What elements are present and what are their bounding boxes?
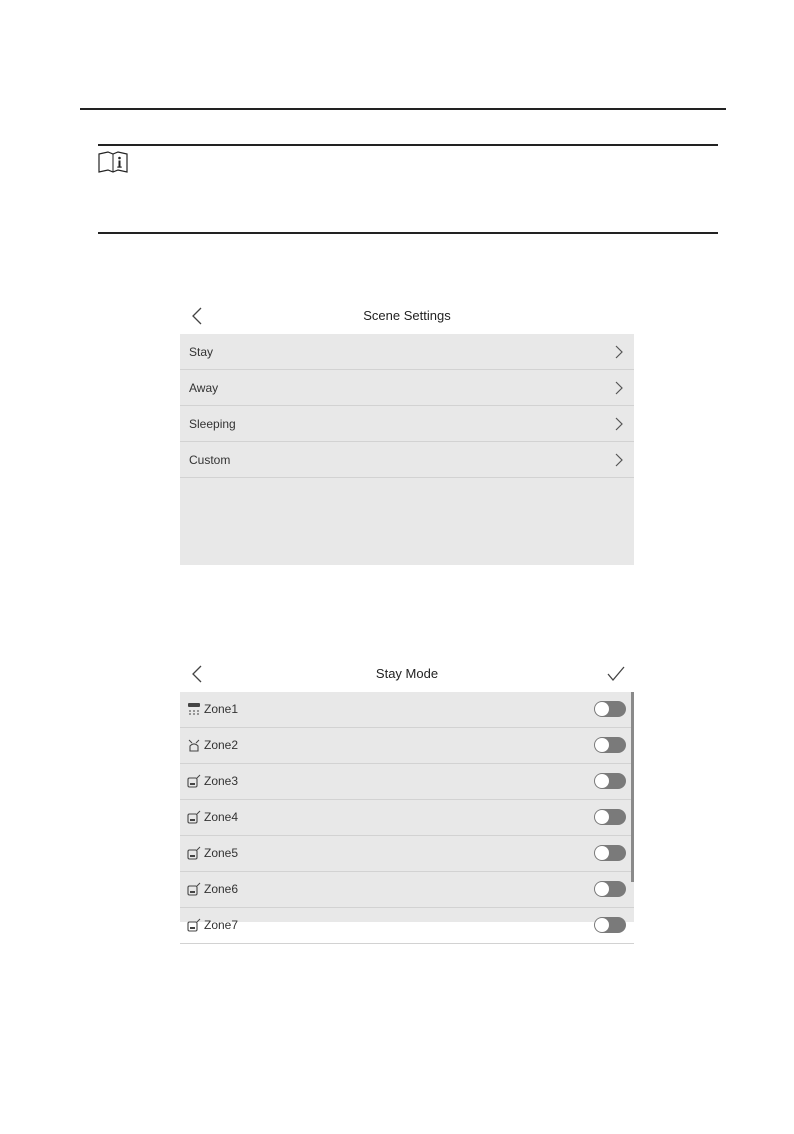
scene-list [180,334,634,565]
zone-toggle[interactable] [594,737,626,753]
zone-label: Zone3 [204,774,239,788]
chevron-right-icon [614,381,624,395]
zone-list [180,692,634,932]
door-contact-icon [187,882,201,896]
note-box [98,144,718,234]
zone-row-3 [180,764,634,800]
zone-toggle[interactable] [594,701,626,717]
note-info-icon [98,151,128,173]
zone-label: Zone6 [204,882,239,896]
scene-item-away[interactable] [180,370,634,406]
scene-item-label: Sleeping [189,416,236,431]
stay-mode-screen [180,658,634,932]
zone-toggle[interactable] [594,773,626,789]
scene-settings-header [180,300,634,334]
door-contact-icon [187,918,201,932]
scene-item-stay[interactable] [180,334,634,370]
page-title: Scene Settings [363,308,451,323]
zone-toggle[interactable] [594,809,626,825]
zone-row-4 [180,800,634,836]
chevron-right-icon [614,417,624,431]
toggle-knob [595,810,609,824]
scene-item-label: Away [189,380,219,395]
page-title: Stay Mode [375,666,439,681]
zone-label: Zone2 [204,738,239,752]
stay-mode-header [180,658,634,692]
scene-item-label: Stay [189,344,214,359]
toggle-knob [595,702,609,716]
zone-row-6 [180,872,634,908]
zone-row-7 [180,908,634,944]
zone-row-5 [180,836,634,872]
motion-sensor-icon [187,738,201,752]
zone-label: Zone5 [204,846,239,860]
scrollbar[interactable] [631,692,634,882]
scene-item-sleeping[interactable] [180,406,634,442]
zone-toggle[interactable] [594,881,626,897]
checkmark-icon[interactable] [606,664,626,684]
door-contact-icon [187,846,201,860]
toggle-knob [595,882,609,896]
toggle-knob [595,918,609,932]
toggle-knob [595,774,609,788]
door-contact-icon [187,774,201,788]
scene-item-label: Custom [189,452,231,467]
zone-row-2 [180,728,634,764]
chevron-right-icon [614,453,624,467]
zone-label: Zone1 [204,702,239,716]
header-rule [80,108,726,110]
scene-settings-screen [180,300,634,565]
smoke-detector-icon [187,702,201,716]
toggle-knob [595,846,609,860]
zone-toggle[interactable] [594,845,626,861]
zone-toggle[interactable] [594,917,626,933]
scene-item-custom[interactable] [180,442,634,478]
zone-label: Zone4 [204,810,239,824]
toggle-knob [595,738,609,752]
chevron-right-icon [614,345,624,359]
zone-label: Zone7 [204,918,239,932]
door-contact-icon [187,810,201,824]
zone-row-1 [180,692,634,728]
